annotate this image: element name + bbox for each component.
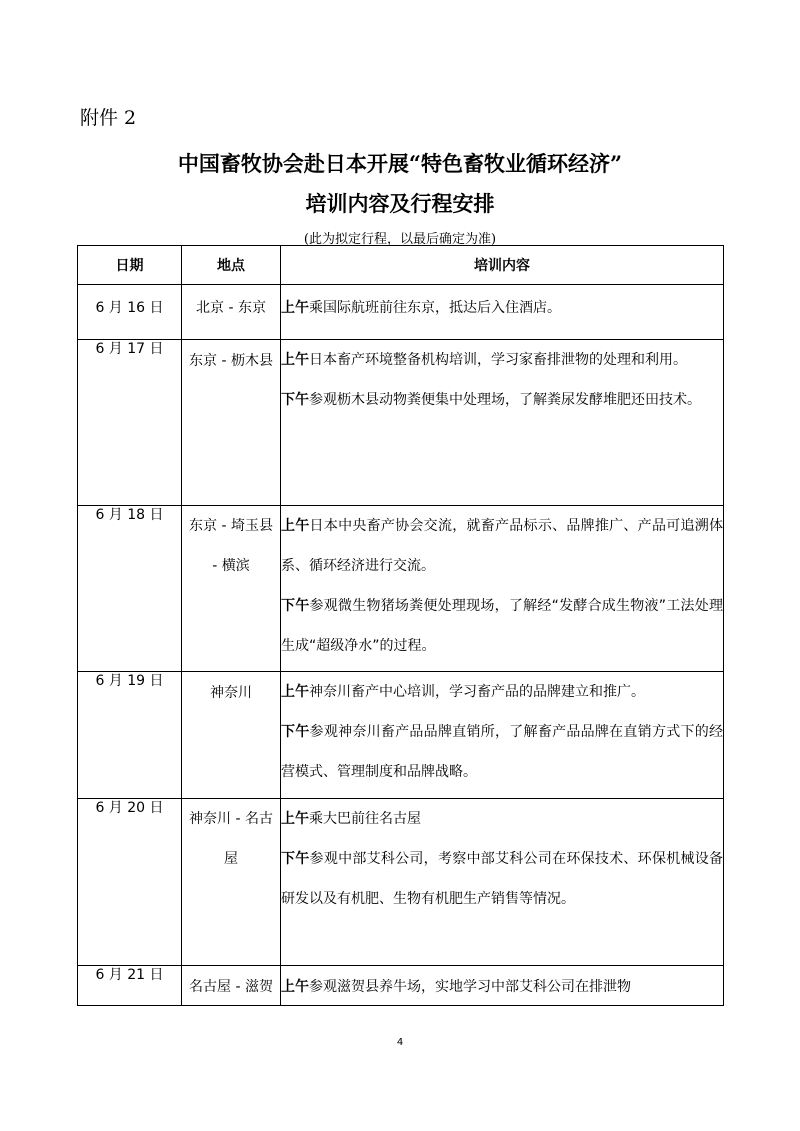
time-label: 下午	[281, 392, 309, 408]
schedule-note: (此为拟定行程，以最后确定为准)	[303, 232, 497, 247]
row-date: 6 月 19 日	[78, 672, 182, 799]
row-content	[281, 966, 724, 1006]
content-item	[281, 672, 723, 712]
row-content	[281, 340, 724, 506]
time-label: 下午	[281, 598, 310, 614]
attachment-label: 附件 2	[80, 107, 137, 129]
content-text: 参观神奈川畜产品品牌直销所，了解畜产品品牌在直销方式下的经营模式、管理制度和品牌战略。	[281, 724, 724, 780]
content-item	[281, 299, 723, 317]
content-item	[281, 978, 723, 996]
table-row	[78, 799, 724, 966]
row-place-text: 神奈川 - 名古屋	[189, 811, 273, 867]
row-place-text: 东京 - 枥木县	[189, 353, 273, 369]
table-row	[78, 506, 724, 672]
column-header-content: 培训内容	[281, 246, 724, 285]
row-date: 6 月 18 日	[78, 506, 182, 672]
schedule-table	[77, 245, 724, 1006]
content-text: 日本畜产环境整备机构培训，学习家畜排泄物的处理和利用。	[309, 352, 687, 368]
content-text: 参观枥木县动物粪便集中处理场，了解粪尿发酵堆肥还田技术。	[309, 392, 701, 408]
row-content	[281, 285, 724, 340]
row-content	[281, 672, 724, 799]
row-place	[182, 966, 281, 1006]
row-content	[281, 799, 724, 966]
time-label: 上午	[281, 811, 309, 827]
table-row	[78, 285, 724, 340]
page-number: 4	[396, 1037, 404, 1048]
row-place	[182, 340, 281, 506]
row-place-text: 名古屋 - 滋贺	[189, 979, 273, 995]
content-text: 参观微生物猪场粪便处理现场，了解经“发酵合成生物液”工法处理生成“超级净水”的过程。	[281, 598, 723, 654]
content-item	[281, 506, 723, 586]
table-row	[78, 966, 724, 1006]
row-date: 6 月 20 日	[78, 799, 182, 966]
table-header-row	[78, 246, 724, 285]
content-item	[281, 586, 723, 666]
table-row	[78, 340, 724, 506]
content-text: 参观中部艾科公司，考察中部艾科公司在环保技术、环保机械设备研发以及有机肥、生物有机肥生产销售等情况。	[281, 851, 724, 907]
column-header-date: 日期	[78, 246, 182, 285]
row-date: 6 月 21 日	[78, 966, 182, 1006]
table-row	[78, 672, 724, 799]
time-label: 下午	[281, 851, 310, 867]
row-place	[182, 799, 281, 966]
row-place-text: 北京 - 东京	[196, 300, 266, 316]
column-header-place: 地点	[182, 246, 281, 285]
row-place	[182, 672, 281, 799]
document-title-line-1: 中国畜牧协会赴日本开展“特色畜牧业循环经济”	[177, 151, 623, 176]
time-label: 上午	[281, 684, 309, 700]
row-place-text: 神奈川	[210, 685, 252, 701]
time-label: 上午	[281, 979, 309, 995]
time-label: 上午	[281, 352, 309, 368]
content-item	[281, 340, 723, 380]
content-item	[281, 380, 723, 420]
content-item	[281, 712, 723, 792]
row-place-text: 东京 - 埼玉县 - 横滨	[189, 518, 273, 574]
time-label: 上午	[281, 518, 310, 534]
time-label: 上午	[281, 300, 309, 316]
content-item	[281, 839, 723, 919]
document-title-line-2: 培训内容及行程安排	[305, 191, 495, 216]
content-item	[281, 799, 723, 839]
content-text: 参观滋贺县养牛场，实地学习中部艾科公司在排泄物	[309, 979, 631, 995]
content-text: 乘大巴前往名古屋	[309, 811, 421, 827]
content-text: 神奈川畜产中心培训，学习畜产品的品牌建立和推广。	[309, 684, 645, 700]
row-place	[182, 285, 281, 340]
row-date: 6 月 17 日	[78, 340, 182, 506]
time-label: 下午	[281, 724, 310, 740]
row-content	[281, 506, 724, 672]
content-text: 日本中央畜产协会交流，就畜产品标示、品牌推广、产品可追溯体系、循环经济进行交流。	[281, 518, 724, 574]
content-text: 乘国际航班前往东京，抵达后入住酒店。	[309, 300, 561, 316]
row-place	[182, 506, 281, 672]
row-date: 6 月 16 日	[78, 285, 182, 340]
